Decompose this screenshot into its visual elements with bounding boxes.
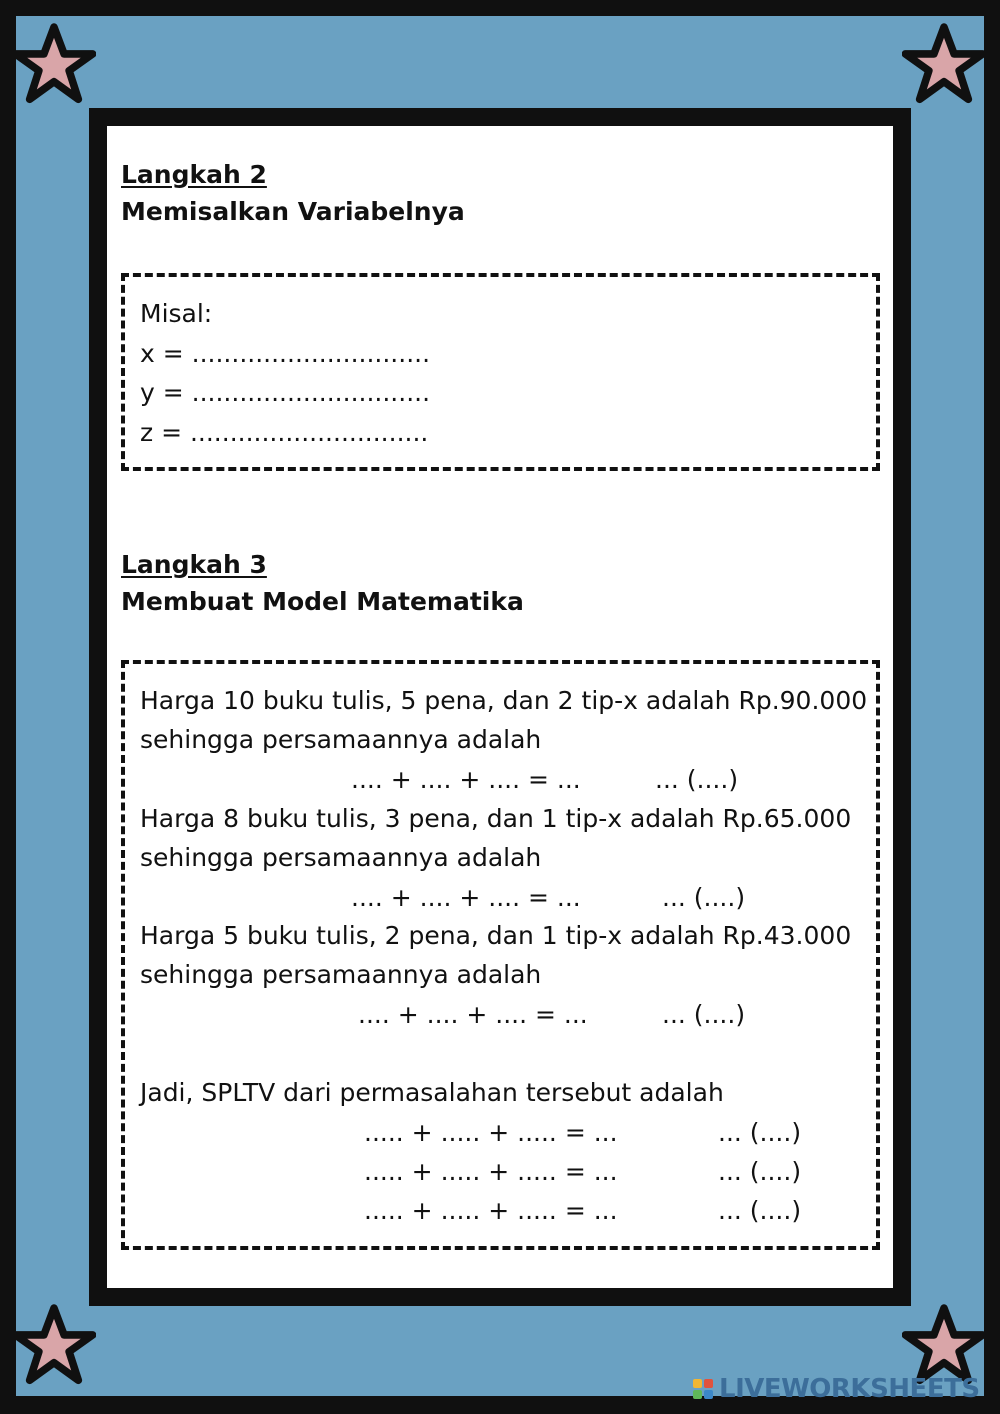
- step3-heading: [121, 550, 524, 616]
- problem-3-tag[interactable]: ... (....): [662, 1000, 746, 1029]
- system-equation-1[interactable]: ..... + ..... + ..... = ...: [364, 1118, 618, 1147]
- variable-z-line[interactable]: z = ..............................: [140, 418, 429, 447]
- problem-1-follow: sehingga persamaannya adalah: [140, 725, 542, 754]
- problem-2-statement: Harga 8 buku tulis, 3 pena, dan 1 tip-x adalah Rp.65.000: [140, 804, 852, 833]
- problem-3-follow: sehingga persamaannya adalah: [140, 960, 542, 989]
- problem-1-equation[interactable]: .... + .... + .... = ...: [351, 765, 581, 794]
- star-icon-top-left: [12, 22, 96, 106]
- problem-2-follow: sehingga persamaannya adalah: [140, 843, 542, 872]
- system-equation-3[interactable]: ..... + ..... + ..... = ...: [364, 1196, 618, 1225]
- step2-title: Memisalkan Variabelnya: [121, 197, 465, 226]
- misal-label: Misal:: [140, 299, 213, 328]
- liveworksheets-text: LIVEWORKSHEETS: [719, 1374, 980, 1404]
- star-icon-top-right: [902, 22, 986, 106]
- problem-1-statement: Harga 10 buku tulis, 5 pena, dan 2 tip-x adalah Rp.90.000: [140, 686, 868, 715]
- problem-3-equation[interactable]: .... + .... + .... = ...: [358, 1000, 588, 1029]
- system-tag-1[interactable]: ... (....): [718, 1118, 802, 1147]
- variable-y-line[interactable]: y = ..............................: [140, 378, 431, 407]
- star-icon-bottom-left: [12, 1303, 96, 1387]
- step2-label: Langkah 2: [121, 160, 267, 189]
- system-equation-2[interactable]: ..... + ..... + ..... = ...: [364, 1157, 618, 1186]
- conclusion-text: Jadi, SPLTV dari permasalahan tersebut adalah: [140, 1078, 724, 1107]
- problem-1-tag[interactable]: ... (....): [655, 765, 739, 794]
- liveworksheets-mark-icon: [693, 1379, 713, 1399]
- step2-heading: [121, 160, 465, 226]
- variables-box: [121, 273, 880, 471]
- liveworksheets-logo: [693, 1374, 980, 1404]
- problem-2-equation[interactable]: .... + .... + .... = ...: [351, 883, 581, 912]
- system-tag-3[interactable]: ... (....): [718, 1196, 802, 1225]
- problem-2-tag[interactable]: ... (....): [662, 883, 746, 912]
- step3-label: Langkah 3: [121, 550, 267, 579]
- system-tag-2[interactable]: ... (....): [718, 1157, 802, 1186]
- problem-3-statement: Harga 5 buku tulis, 2 pena, dan 1 tip-x adalah Rp.43.000: [140, 921, 852, 950]
- variable-x-line[interactable]: x = ..............................: [140, 339, 431, 368]
- model-box: [121, 660, 880, 1250]
- step3-title: Membuat Model Matematika: [121, 587, 524, 616]
